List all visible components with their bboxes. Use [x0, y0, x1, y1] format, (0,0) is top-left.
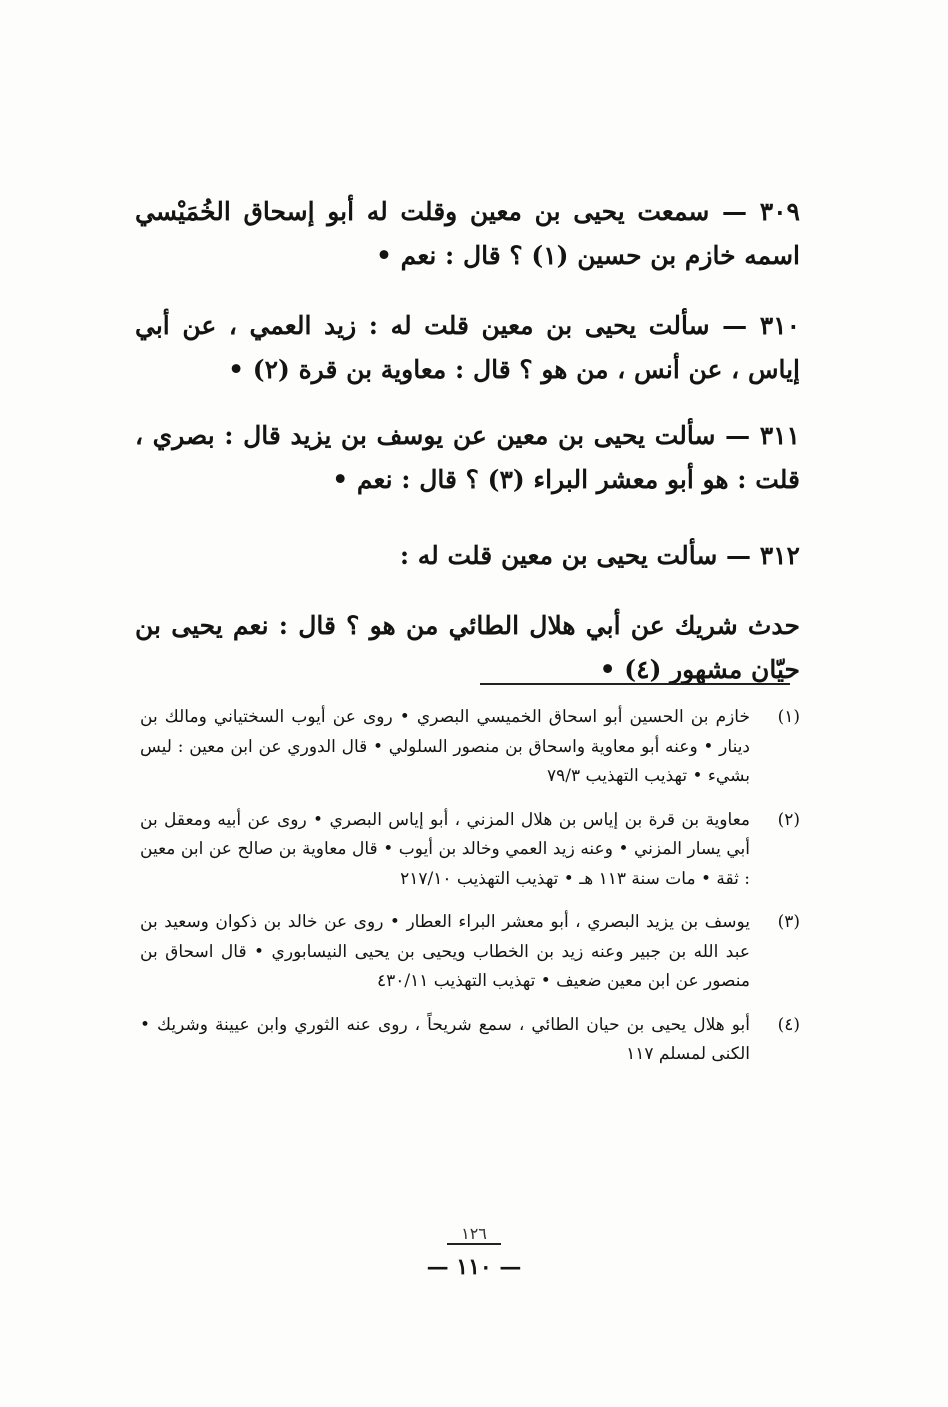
paragraph-312-answer: حدث شريك عن أبي هلال الطائي من هو ؟ قال : نعم يحيى بن حيّان مشهور (٤) •	[135, 611, 800, 684]
footnote-number: (٢)	[777, 809, 800, 830]
footnote-number: (٤)	[777, 1014, 800, 1035]
footnote-text: أبو هلال يحيى بن حيان الطائي ، سمع شريحاً ، روى عنه الثوري وابن عيينة وشريك • الكنى لمسلم ١١٧	[140, 1014, 750, 1064]
original-page-number-text: ١٢٦	[447, 1224, 501, 1245]
paragraph-310: ٣١٠ — سألت يحيى بن معين قلت له : زيد العمي ، عن أبي إياس ، عن أنس ، من هو ؟ قال : معاوية بن قرة (٢) •	[135, 311, 801, 384]
paragraph-312: ٣١٢ — سألت يحيى بن معين قلت له :	[399, 541, 800, 570]
footnote-4	[140, 1011, 800, 1070]
original-page-number	[0, 1223, 948, 1245]
page-number: — ١١٠ —	[426, 1254, 522, 1280]
footnote-separator	[480, 683, 790, 685]
main-text	[135, 190, 800, 714]
footnote-text: معاوية بن قرة بن إياس بن هلال المزني ، أبو إياس البصري • روى عن أبيه ومعقل بن أبي يسار المزني • وعنه زيد العمي وخالد بن أيوب • قال معاوية بن صالح عن ابن معين : ثقة • مات سنة ١١٣ هـ • تهذيب التهذيب ٢١٧/١٠	[140, 809, 750, 889]
footnote-number: (١)	[777, 707, 800, 727]
footnote-number: (٣)	[777, 912, 800, 932]
footnote-text: يوسف بن يزيد البصري ، أبو معشر البراء العطار • روى عن خالد بن ذكوان وسعيد بن عبد الله بن جبير وعنه زيد بن الخطاب ويحيى بن يحيى النيسابوري • قال اسحاق بن منصور عن ابن معين ضعيف • تهذيب التهذيب ٤٣٠/١١	[140, 912, 750, 991]
footnote-2	[140, 806, 800, 895]
footnote-3	[140, 908, 800, 997]
paragraph-309: ٣٠٩ — سمعت يحيى بن معين وقلت له أبو إسحاق الخُمَيْسي اسمه خازم بن حسين (١) ؟ قال : نعم •	[135, 197, 800, 270]
footnote-1	[140, 703, 800, 792]
paragraph-311: ٣١١ — سألت يحيى بن معين عن يوسف بن يزيد قال : بصري ، قلت : هو أبو معشر البراء (٣) ؟ قال : نعم •	[135, 421, 800, 494]
footnotes	[140, 703, 800, 1084]
footnote-text: خازم بن الحسين أبو اسحاق الخميسي البصري • روى عن أيوب السختياني ومالك بن دينار • وعنه أبو معاوية واسحاق بن منصور السلولي • قال الدوري عن ابن معين : ليس بشيء • تهذيب التهذيب ٧٩/٣	[140, 707, 750, 786]
